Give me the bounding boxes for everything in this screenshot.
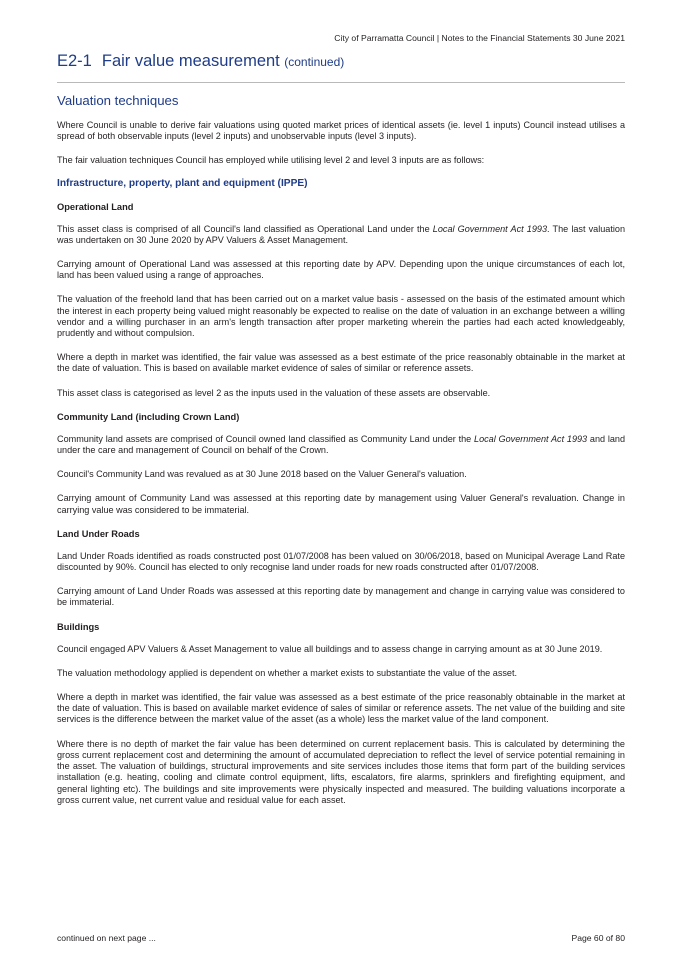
land-under-roads-paragraph-1: Land Under Roads identified as roads constructed post 01/07/2008 has been valued on 30/06/2018, based on Municipal Average Land Rate discounted by 90%. Council has elected to only recognise land under roads for new roads constructed after 01/07/2008. xyxy=(57,550,625,573)
ippe-heading: Infrastructure, property, plant and equipment (IPPE) xyxy=(57,177,308,189)
operational-land-paragraph-5: This asset class is categorised as level 2 as the inputs used in the valuation of these assets are observable. xyxy=(57,387,491,398)
act-title: Local Government Act 1993 xyxy=(474,433,588,444)
valuation-intro-paragraph-2: The fair valuation techniques Council has employed while utilising level 2 and level 3 inputs are as follows: xyxy=(57,155,485,166)
buildings-paragraph-2: The valuation methodology applied is dependent on whether a market exists to substantiate the value of the asset. xyxy=(57,667,518,678)
buildings-heading: Buildings xyxy=(57,621,100,632)
operational-land-paragraph-1 xyxy=(57,224,625,246)
operational-land-paragraph-4: Where a depth in market was identified, the fair value was assessed as a best estimate of the price reasonably obtainable in the market at the date of valuation. This is based on available market evidence of sales of similar or reference assets. xyxy=(57,352,625,374)
community-land-paragraph-2: Council's Community Land was revalued as at 30 June 2018 based on the Valuer General's valuation. xyxy=(57,469,467,480)
buildings-paragraph-3: Where a depth in market was identified, the fair value was assessed as a best estimate of the price reasonably obtainable in the market at the date of valuation. This is based on available market evidence of sales of similar or reference assets. The net value of the building and site services is the difference between the market value of the asset (as a whole) less the market value of the land component. xyxy=(57,692,625,725)
continued-note: continued on next page ... xyxy=(57,933,156,943)
header-divider xyxy=(57,82,625,83)
section-title xyxy=(57,52,344,71)
section-name: Fair value measurement xyxy=(101,52,280,70)
land-under-roads-paragraph-2: Carrying amount of Land Under Roads was assessed at this reporting date by management and change in carrying value was considered to be immaterial. xyxy=(57,586,625,608)
text-run: This asset class is comprised of all Council's land classified as Operational Land under the xyxy=(57,223,433,234)
document-body xyxy=(57,93,625,819)
community-land-paragraph-3: Carrying amount of Community Land was assessed at this reporting date by management using Valuer General's revaluation. Change in carrying value was considered to be immaterial. xyxy=(57,493,625,515)
act-title: Local Government Act 1993 xyxy=(432,223,548,234)
community-land-heading: Community Land (including Crown Land) xyxy=(57,411,240,422)
running-header: City of Parramatta Council | Notes to the Financial Statements 30 June 2021 xyxy=(334,33,625,43)
buildings-paragraph-1: Council engaged APV Valuers & Asset Management to value all buildings and to assess change in carrying amount as at 30 June 2019. xyxy=(57,643,603,654)
text-run: . The last valuation was undertaken on 30 June 2020 by APV Valuers & Asset Management. xyxy=(57,223,626,245)
section-code: E2-1 xyxy=(57,52,92,70)
operational-land-paragraph-2: Carrying amount of Operational Land was assessed at this reporting date by APV. Depending upon the unique circumstances of each lot, land has been valued using a range of approaches. xyxy=(57,259,625,281)
valuation-techniques-heading: Valuation techniques xyxy=(57,93,179,108)
section-continued: (continued) xyxy=(284,55,345,69)
text-run: Community land assets are comprised of Council owned land classified as Community Land under the xyxy=(57,433,475,444)
community-land-paragraph-1 xyxy=(57,434,625,456)
operational-land-paragraph-3: The valuation of the freehold land that has been carried out on a market value basis - assessed on the basis of the estimated amount which the interest in each property being valued might reasonably be expected to realise on the date of valuation in an exchange between a willing vendor and a willing purchaser in an arm's length transaction after proper marketing wherein the parties had each acted knowledgeably, prudently and without compulsion. xyxy=(57,294,625,339)
text-run: and land under the care and management of Council on behalf of the Crown. xyxy=(57,433,626,456)
buildings-paragraph-4: Where there is no depth of market the fair value has been determined on current replacement basis. This is calculated by determining the gross current replacement cost and determining the amount of accumulated depreciation to reflect the level of service potential remaining in the asset. The valuation of buildings, structural improvements and site services includes those items that form part of the building services installation (e.g. heating, cooling and climate control equipment, lifts, escalators, fire alarms, sprinklers and firefighting equipment, and general lighting etc). The buildings and site improvements were physically inspected and measured. The building valuations incorporate a gross current value, net current value and residual value for each asset. xyxy=(57,738,625,805)
valuation-intro-paragraph-1: Where Council is unable to derive fair valuations using quoted market prices of identical assets (ie. level 1 inputs) Council instead utilises a spread of both observable inputs (level 2 inputs) and unobservable inputs (level 3 inputs). xyxy=(57,120,625,142)
operational-land-heading: Operational Land xyxy=(57,201,134,212)
land-under-roads-heading: Land Under Roads xyxy=(57,528,140,539)
page-number: Page 60 of 80 xyxy=(571,933,625,943)
